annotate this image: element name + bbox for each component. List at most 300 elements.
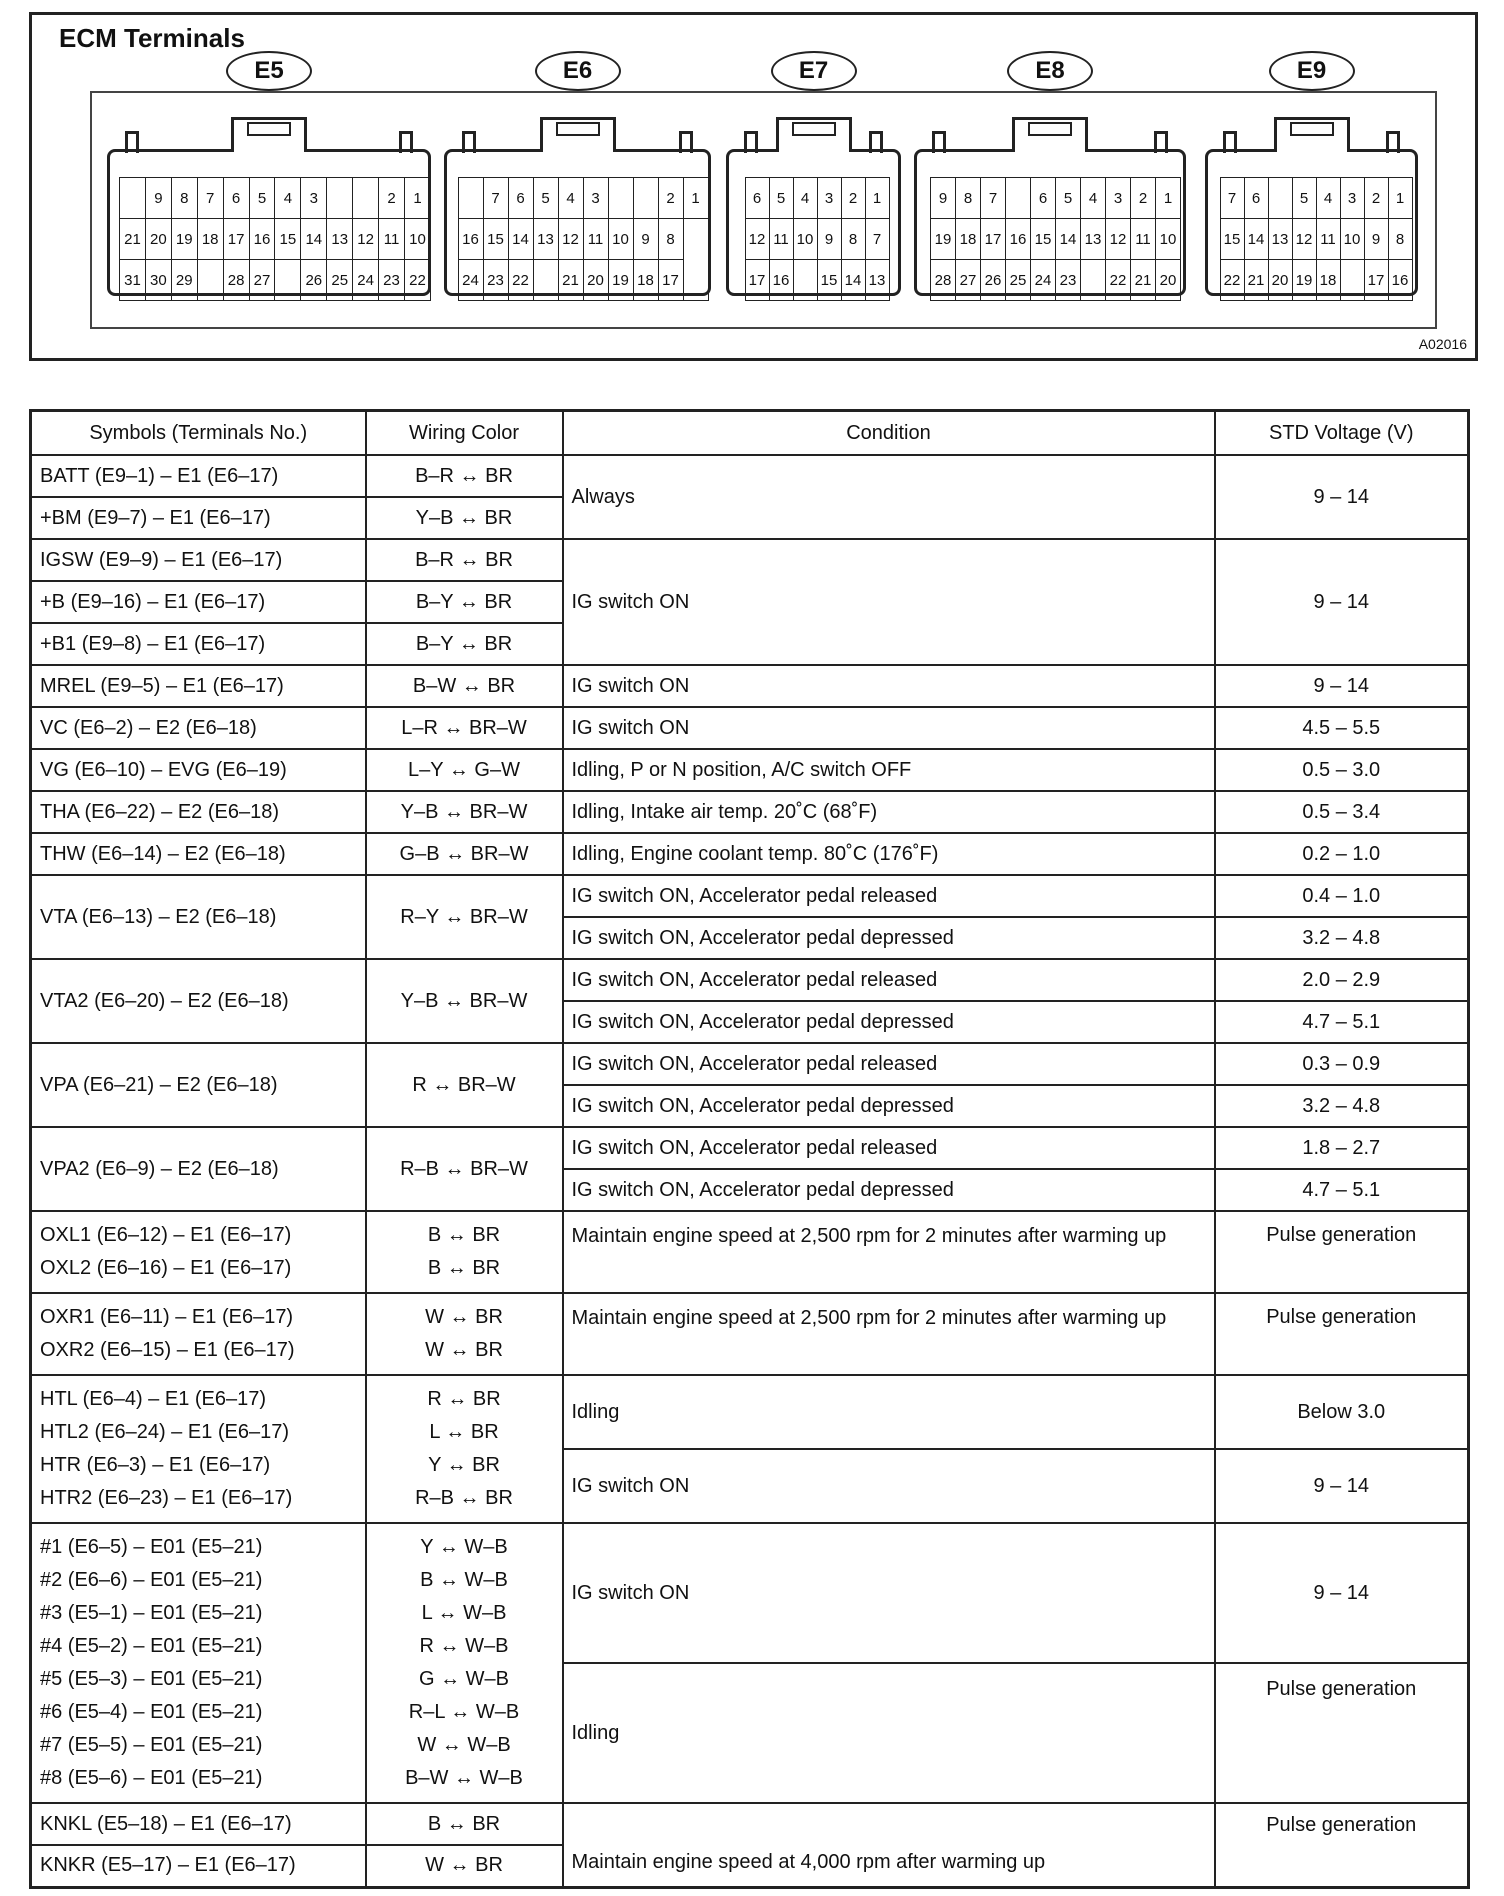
terminal-pin: 6 [1031, 178, 1056, 219]
terminal-pin: 5 [533, 178, 558, 219]
terminal-pin: 19 [1292, 260, 1316, 301]
terminal-pin: 1 [404, 178, 430, 219]
terminal-pin: 8 [1388, 219, 1412, 260]
terminal-pin: 5 [769, 178, 793, 219]
terminal-pin: 15 [817, 260, 841, 301]
terminal-pin: 16 [1006, 219, 1031, 260]
std-voltage-cell: 9 – 14 [1215, 665, 1469, 707]
terminal-pin: 8 [841, 219, 865, 260]
symbol-cell: IGSW (E9–9) – E1 (E6–17) [31, 539, 366, 581]
condition-cell: IG switch ON, Accelerator pedal depressed [563, 1169, 1215, 1211]
terminal-pin: 10 [404, 219, 430, 260]
std-voltage-cell: Pulse generation [1215, 1211, 1469, 1293]
wiring-color-cell [366, 1375, 563, 1523]
terminal-pin: 11 [583, 219, 608, 260]
terminal-pin [327, 178, 353, 219]
wiring-color-cell: Y–B ↔ BR–W [366, 791, 563, 833]
connector-label: E5 [226, 51, 312, 91]
terminal-pin: 11 [769, 219, 793, 260]
terminal-pin: 17 [223, 219, 249, 260]
symbol-cell: +BM (E9–7) – E1 (E6–17) [31, 497, 366, 539]
terminal-pin: 13 [1268, 219, 1292, 260]
terminal-pin: 20 [1156, 260, 1181, 301]
symbol-line: OXL1 (E6–12) – E1 (E6–17) [40, 1224, 292, 1246]
terminal-pin: 26 [981, 260, 1006, 301]
connector-ear-left [744, 131, 758, 153]
connector-ear-right [679, 131, 693, 153]
table-row [31, 539, 1469, 581]
terminal-pin: 13 [1081, 219, 1106, 260]
terminal-pin: 14 [1244, 219, 1268, 260]
connector-tab [556, 122, 600, 136]
terminal-pin: 12 [745, 219, 769, 260]
condition-cell: IG switch ON, Accelerator pedal released [563, 875, 1215, 917]
wiring-color-cell [366, 1523, 563, 1803]
terminal-pin: 30 [145, 260, 171, 301]
terminal-pin: 8 [658, 219, 683, 260]
terminal-pin: 11 [1316, 219, 1340, 260]
terminal-pin: 22 [404, 260, 430, 301]
terminal-pin: 15 [275, 219, 301, 260]
connector-e7 [726, 51, 901, 289]
connector-ear-right [869, 131, 883, 153]
terminal-pin: 9 [817, 219, 841, 260]
condition-cell: Idling [563, 1375, 1215, 1449]
terminal-pin: 5 [1292, 178, 1316, 219]
connector-ear-right [1386, 131, 1400, 153]
terminal-pin: 24 [353, 260, 379, 301]
terminal-pin: 9 [633, 219, 658, 260]
wiring-color-cell: L–Y ↔ G–W [366, 749, 563, 791]
terminal-pin: 8 [956, 178, 981, 219]
symbol-line: HTL2 (E6–24) – E1 (E6–17) [40, 1421, 290, 1443]
symbol-line: OXL2 (E6–16) – E1 (E6–17) [40, 1257, 292, 1279]
std-voltage-cell: 9 – 14 [1215, 455, 1469, 539]
terminal-pin [1268, 178, 1292, 219]
table-row [31, 1127, 1469, 1169]
terminal-pin: 12 [1106, 219, 1131, 260]
connector-ear-right [399, 131, 413, 153]
terminal-pin: 1 [1156, 178, 1181, 219]
wiring-color-line: W ↔ BR [425, 1306, 503, 1328]
std-voltage-cell: 4.5 – 5.5 [1215, 707, 1469, 749]
terminal-pin: 15 [483, 219, 508, 260]
terminal-pin: 4 [1316, 178, 1340, 219]
header-wiring-color: Wiring Color [366, 411, 563, 456]
connector-e6 [444, 51, 711, 289]
terminal-pin: 28 [223, 260, 249, 301]
terminal-pin: 15 [1031, 219, 1056, 260]
terminal-pin: 22 [1106, 260, 1131, 301]
symbol-cell: THA (E6–22) – E2 (E6–18) [31, 791, 366, 833]
terminal-pin: 8 [171, 178, 197, 219]
table-row [31, 1803, 1469, 1845]
symbol-cell [31, 1293, 366, 1375]
terminal-pin: 23 [483, 260, 508, 301]
terminal-pin: 9 [145, 178, 171, 219]
std-voltage-cell: Pulse generation [1215, 1663, 1469, 1803]
terminal-pin: 2 [379, 178, 405, 219]
terminal-pin: 3 [817, 178, 841, 219]
terminal-pin: 4 [1081, 178, 1106, 219]
terminal-pin: 23 [1056, 260, 1081, 301]
header-symbols: Symbols (Terminals No.) [31, 411, 366, 456]
terminal-grid [458, 177, 709, 301]
std-voltage-cell: 0.5 – 3.0 [1215, 749, 1469, 791]
terminal-pin [683, 260, 708, 301]
terminal-pin: 22 [1220, 260, 1244, 301]
condition-cell: IG switch ON [563, 1449, 1215, 1523]
wiring-color-line: B ↔ W–B [420, 1569, 508, 1591]
symbol-cell [31, 1211, 366, 1293]
terminal-pin: 12 [1292, 219, 1316, 260]
symbol-cell: +B (E9–16) – E1 (E6–17) [31, 581, 366, 623]
wiring-color-line: B–W ↔ W–B [405, 1767, 523, 1789]
condition-cell: IG switch ON, Accelerator pedal depressed [563, 917, 1215, 959]
wiring-color-line: R–L ↔ W–B [408, 1701, 520, 1723]
condition-cell: Idling [563, 1663, 1215, 1803]
terminal-pin: 6 [223, 178, 249, 219]
symbol-line: HTL (E6–4) – E1 (E6–17) [40, 1388, 267, 1410]
wiring-color-cell [366, 1211, 563, 1293]
terminal-pin: 13 [865, 260, 889, 301]
wiring-color-line: R–B ↔ BR [415, 1487, 513, 1509]
terminal-pin [275, 260, 301, 301]
std-voltage-cell: 2.0 – 2.9 [1215, 959, 1469, 1001]
terminal-pin: 16 [458, 219, 483, 260]
terminal-pin: 18 [197, 219, 223, 260]
terminal-pin: 14 [508, 219, 533, 260]
table-row [31, 1523, 1469, 1663]
terminal-pin: 1 [683, 178, 708, 219]
table-row [31, 1375, 1469, 1449]
wiring-color-line: G ↔ W–B [418, 1668, 509, 1690]
wiring-color-line: B ↔ BR [427, 1224, 501, 1246]
connector-e8 [914, 51, 1186, 289]
wiring-color-cell: B–R ↔ BR [366, 455, 563, 497]
wiring-color-line: Y ↔ BR [428, 1454, 500, 1476]
ecm-terminal-diagram [29, 12, 1478, 361]
symbol-cell: VPA2 (E6–9) – E2 (E6–18) [31, 1127, 366, 1211]
condition-cell: IG switch ON, Accelerator pedal released [563, 959, 1215, 1001]
wiring-color-line: R ↔ W–B [419, 1635, 509, 1657]
terminal-pin: 13 [533, 219, 558, 260]
terminal-pin: 14 [1056, 219, 1081, 260]
terminal-pin: 7 [865, 219, 889, 260]
terminal-pin: 17 [1364, 260, 1388, 301]
connector-e9 [1205, 51, 1418, 289]
terminal-pin: 2 [841, 178, 865, 219]
std-voltage-cell: 9 – 14 [1215, 1523, 1469, 1663]
std-voltage-cell: 1.8 – 2.7 [1215, 1127, 1469, 1169]
std-voltage-cell: Pulse generation [1215, 1803, 1469, 1887]
terminal-pin: 1 [1388, 178, 1412, 219]
symbol-cell: VTA2 (E6–20) – E2 (E6–18) [31, 959, 366, 1043]
terminal-pin: 21 [1131, 260, 1156, 301]
diagram-title: ECM Terminals [59, 23, 245, 53]
terminal-pin: 6 [745, 178, 769, 219]
terminal-pin: 6 [508, 178, 533, 219]
terminal-pin: 19 [171, 219, 197, 260]
terminal-grid [1220, 177, 1413, 301]
symbol-cell: VC (E6–2) – E2 (E6–18) [31, 707, 366, 749]
terminal-pin: 31 [120, 260, 146, 301]
symbol-line: #1 (E6–5) – E01 (E5–21) [40, 1536, 263, 1558]
terminal-pin: 17 [745, 260, 769, 301]
terminal-grid [745, 177, 890, 301]
terminal-grid [119, 177, 431, 301]
terminal-pin: 4 [558, 178, 583, 219]
wiring-color-cell: B–R ↔ BR [366, 539, 563, 581]
terminal-pin: 2 [658, 178, 683, 219]
symbol-cell [31, 1523, 366, 1803]
connector-ear-left [1223, 131, 1237, 153]
symbol-line: #2 (E6–6) – E01 (E5–21) [40, 1569, 263, 1591]
header-condition: Condition [563, 411, 1215, 456]
table-header-row [31, 411, 1469, 456]
connector-e5 [107, 51, 431, 289]
symbol-line: #6 (E5–4) – E01 (E5–21) [40, 1701, 263, 1723]
symbol-cell: VTA (E6–13) – E2 (E6–18) [31, 875, 366, 959]
terminal-pin: 17 [981, 219, 1006, 260]
connector-label: E7 [771, 51, 857, 91]
condition-cell: Idling, P or N position, A/C switch OFF [563, 749, 1215, 791]
connector-tab [792, 122, 836, 136]
terminal-pin: 25 [1006, 260, 1031, 301]
terminal-pin: 18 [956, 219, 981, 260]
diagram-code: A02016 [1418, 336, 1467, 352]
symbol-cell: BATT (E9–1) – E1 (E6–17) [31, 455, 366, 497]
ecm-terminal-table [29, 409, 1470, 1889]
terminal-pin [1340, 260, 1364, 301]
symbol-cell: THW (E6–14) – E2 (E6–18) [31, 833, 366, 875]
condition-cell: IG switch ON [563, 665, 1215, 707]
terminal-pin: 19 [608, 260, 633, 301]
wiring-color-line: Y ↔ W–B [420, 1536, 508, 1558]
header-std-voltage: STD Voltage (V) [1215, 411, 1469, 456]
wiring-color-cell: B–Y ↔ BR [366, 581, 563, 623]
terminal-pin: 28 [931, 260, 956, 301]
connector-ear-left [125, 131, 139, 153]
symbol-cell: +B1 (E9–8) – E1 (E6–17) [31, 623, 366, 665]
terminal-pin: 27 [249, 260, 275, 301]
connector-label: E8 [1007, 51, 1093, 91]
wiring-color-cell: B–W ↔ BR [366, 665, 563, 707]
terminal-pin: 24 [458, 260, 483, 301]
condition-cell: IG switch ON, Accelerator pedal released [563, 1127, 1215, 1169]
terminal-pin [197, 260, 223, 301]
terminal-pin: 2 [1131, 178, 1156, 219]
terminal-pin: 18 [1316, 260, 1340, 301]
table-row [31, 1211, 1469, 1293]
wiring-color-cell: B–Y ↔ BR [366, 623, 563, 665]
terminal-pin: 29 [171, 260, 197, 301]
table-row [31, 1293, 1469, 1375]
terminal-pin: 16 [1388, 260, 1412, 301]
terminal-pin: 6 [1244, 178, 1268, 219]
terminal-pin: 10 [793, 219, 817, 260]
wiring-color-cell: R–Y ↔ BR–W [366, 875, 563, 959]
symbol-line: #8 (E5–6) – E01 (E5–21) [40, 1767, 263, 1789]
wiring-color-cell: R ↔ BR–W [366, 1043, 563, 1127]
std-voltage-cell: 0.3 – 0.9 [1215, 1043, 1469, 1085]
std-voltage-cell: Below 3.0 [1215, 1375, 1469, 1449]
terminal-pin: 10 [1340, 219, 1364, 260]
std-voltage-cell: 3.2 – 4.8 [1215, 917, 1469, 959]
condition-cell: Idling, Intake air temp. 20˚C (68˚F) [563, 791, 1215, 833]
terminal-pin: 25 [327, 260, 353, 301]
table-row [31, 959, 1469, 1001]
connector-ear-right [1154, 131, 1168, 153]
terminal-pin [608, 178, 633, 219]
condition-cell: Always [563, 455, 1215, 539]
terminal-pin [683, 219, 708, 260]
terminal-pin: 14 [301, 219, 327, 260]
condition-cell: IG switch ON [563, 1523, 1215, 1663]
symbol-line: HTR (E6–3) – E1 (E6–17) [40, 1454, 271, 1476]
condition-cell: IG switch ON [563, 539, 1215, 665]
wiring-color-line: W ↔ W–B [417, 1734, 511, 1756]
terminal-pin: 16 [769, 260, 793, 301]
terminal-pin: 12 [353, 219, 379, 260]
terminal-pin: 3 [1340, 178, 1364, 219]
connector-label: E6 [535, 51, 621, 91]
std-voltage-cell: 0.2 – 1.0 [1215, 833, 1469, 875]
symbol-line: #4 (E5–2) – E01 (E5–21) [40, 1635, 263, 1657]
std-voltage-cell: 4.7 – 5.1 [1215, 1001, 1469, 1043]
symbol-cell: VPA (E6–21) – E2 (E6–18) [31, 1043, 366, 1127]
table-row [31, 749, 1469, 791]
terminal-pin: 9 [931, 178, 956, 219]
wiring-color-cell [366, 1293, 563, 1375]
symbol-line: #3 (E5–1) – E01 (E5–21) [40, 1602, 263, 1624]
terminal-pin [458, 178, 483, 219]
symbol-cell: VG (E6–10) – EVG (E6–19) [31, 749, 366, 791]
wiring-color-cell: R–B ↔ BR–W [366, 1127, 563, 1211]
connector-tab [247, 122, 291, 136]
terminal-pin: 10 [1156, 219, 1181, 260]
terminal-pin: 21 [120, 219, 146, 260]
terminal-pin: 9 [1364, 219, 1388, 260]
wiring-color-line: B ↔ BR [427, 1257, 501, 1279]
wiring-color-line: W ↔ BR [425, 1339, 503, 1361]
connector-tab [1028, 122, 1072, 136]
symbol-line: #5 (E5–3) – E01 (E5–21) [40, 1668, 263, 1690]
terminal-pin: 27 [956, 260, 981, 301]
wiring-color-cell: W ↔ BR [366, 1845, 563, 1887]
connector-label: E9 [1269, 51, 1355, 91]
std-voltage-cell: 3.2 – 4.8 [1215, 1085, 1469, 1127]
terminal-pin: 13 [327, 219, 353, 260]
symbol-cell: KNKL (E5–18) – E1 (E6–17) [31, 1803, 366, 1845]
connector-ear-left [462, 131, 476, 153]
terminal-pin: 21 [1244, 260, 1268, 301]
terminal-pin [1081, 260, 1106, 301]
table-row [31, 455, 1469, 497]
wiring-color-cell: Y–B ↔ BR–W [366, 959, 563, 1043]
std-voltage-cell: 9 – 14 [1215, 539, 1469, 665]
std-voltage-cell: Pulse generation [1215, 1293, 1469, 1375]
terminal-pin: 12 [558, 219, 583, 260]
wiring-color-line: L ↔ W–B [421, 1602, 507, 1624]
terminal-pin: 20 [583, 260, 608, 301]
terminal-pin [793, 260, 817, 301]
std-voltage-cell: 0.4 – 1.0 [1215, 875, 1469, 917]
symbol-cell: MREL (E9–5) – E1 (E6–17) [31, 665, 366, 707]
terminal-pin [1006, 178, 1031, 219]
terminal-pin: 14 [841, 260, 865, 301]
terminal-pin: 21 [558, 260, 583, 301]
terminal-pin: 1 [865, 178, 889, 219]
terminal-pin: 19 [931, 219, 956, 260]
condition-cell: IG switch ON [563, 707, 1215, 749]
table-row [31, 833, 1469, 875]
condition-cell: Maintain engine speed at 2,500 rpm for 2 minutes after warming up [563, 1293, 1215, 1375]
condition-cell: IG switch ON, Accelerator pedal released [563, 1043, 1215, 1085]
terminal-pin: 22 [508, 260, 533, 301]
wiring-color-cell: G–B ↔ BR–W [366, 833, 563, 875]
table-row [31, 707, 1469, 749]
std-voltage-cell: 0.5 – 3.4 [1215, 791, 1469, 833]
condition-cell: Maintain engine speed at 4,000 rpm after warming up [563, 1803, 1215, 1887]
terminal-pin: 20 [145, 219, 171, 260]
terminal-pin: 24 [1031, 260, 1056, 301]
symbol-cell [31, 1375, 366, 1523]
condition-cell: IG switch ON, Accelerator pedal depressed [563, 1001, 1215, 1043]
terminal-pin: 17 [658, 260, 683, 301]
symbol-line: OXR1 (E6–11) – E1 (E6–17) [40, 1306, 294, 1328]
wiring-color-cell: Y–B ↔ BR [366, 497, 563, 539]
terminal-pin: 11 [379, 219, 405, 260]
terminal-pin: 10 [608, 219, 633, 260]
terminal-pin: 7 [197, 178, 223, 219]
connector-ear-left [932, 131, 946, 153]
condition-cell: Maintain engine speed at 2,500 rpm for 2 minutes after warming up [563, 1211, 1215, 1293]
terminal-pin: 4 [793, 178, 817, 219]
terminal-pin: 7 [483, 178, 508, 219]
table-row [31, 875, 1469, 917]
terminal-pin: 2 [1364, 178, 1388, 219]
symbol-cell: KNKR (E5–17) – E1 (E6–17) [31, 1845, 366, 1887]
terminal-pin: 4 [275, 178, 301, 219]
table-row [31, 665, 1469, 707]
terminal-pin: 7 [981, 178, 1006, 219]
terminal-pin: 26 [301, 260, 327, 301]
terminal-pin: 20 [1268, 260, 1292, 301]
terminal-pin: 3 [1106, 178, 1131, 219]
condition-cell: Idling, Engine coolant temp. 80˚C (176˚F) [563, 833, 1215, 875]
condition-cell: IG switch ON, Accelerator pedal depressed [563, 1085, 1215, 1127]
wiring-color-line: L ↔ BR [429, 1421, 499, 1443]
terminal-grid [930, 177, 1181, 301]
terminal-pin: 3 [583, 178, 608, 219]
symbol-line: OXR2 (E6–15) – E1 (E6–17) [40, 1339, 295, 1361]
terminal-pin: 5 [249, 178, 275, 219]
table-row [31, 1043, 1469, 1085]
terminal-pin: 15 [1220, 219, 1244, 260]
terminal-pin: 5 [1056, 178, 1081, 219]
terminal-pin: 7 [1220, 178, 1244, 219]
symbol-line: HTR2 (E6–23) – E1 (E6–17) [40, 1487, 293, 1509]
terminal-pin [533, 260, 558, 301]
terminal-pin [633, 178, 658, 219]
wiring-color-cell: B ↔ BR [366, 1803, 563, 1845]
terminal-pin: 16 [249, 219, 275, 260]
wiring-color-cell: L–R ↔ BR–W [366, 707, 563, 749]
terminal-pin: 3 [301, 178, 327, 219]
terminal-pin: 18 [633, 260, 658, 301]
terminal-pin [120, 178, 146, 219]
